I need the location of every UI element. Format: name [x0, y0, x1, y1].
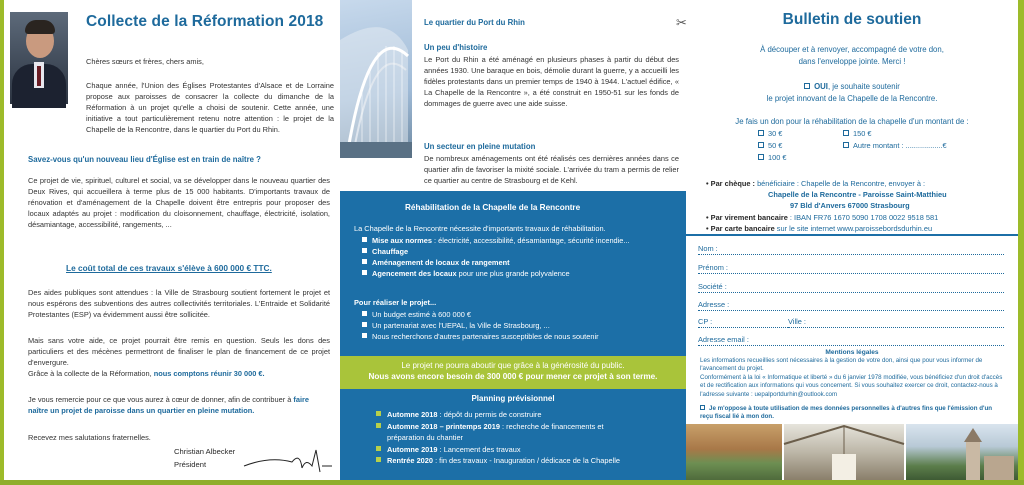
project-panel	[340, 0, 686, 480]
amount-50-checkbox[interactable]	[758, 142, 764, 148]
optout-line[interactable]: Je m'oppose à toute utilisation de mes données personnelles à d'autres fins que l'émission d'un reçu fiscal lié à mon don.	[700, 405, 993, 421]
form-intro-1: À découper et à renvoyer, accompagné de votre don,	[760, 45, 944, 54]
cheque-line: • Par chèque : bénéficiaire : Chapelle de la Rencontre, envoyer à :	[706, 179, 926, 188]
signature-scribble	[240, 446, 336, 476]
planning-item: Automne 2019 : Lancement des travaux	[376, 445, 521, 456]
realise-heading: Pour réaliser le projet...	[354, 298, 437, 307]
rehabilitation-item: Aménagement de locaux de rangement	[362, 258, 510, 269]
amount-30-checkbox[interactable]	[758, 130, 764, 136]
bullet-square-icon	[362, 322, 367, 327]
president-portrait	[10, 12, 68, 104]
card-line: • Par carte bancaire sur le site internet www.paroissebordsdurhin.eu	[706, 224, 933, 233]
rehabilitation-title: Réhabilitation de la Chapelle de la Rencontre	[405, 203, 581, 212]
history-text: Le Port du Rhin a été aménagé en plusieurs phases à partir du début des années 1930. Une baraque en bois, démolie durant la guerre, y a accueilli les fidèles protestants dans un premier temps de 1940 à 1944. L'actuel édifice, « La Chapelle de la Rencontre », a été construit en 1950-51 sur les fonds de dommages de guerre avec une aide suisse.	[424, 55, 679, 108]
chapel-tower-photo	[906, 424, 1018, 480]
closing-line: Recevez mes salutations fraternelles.	[28, 433, 151, 442]
amount-100-checkbox[interactable]	[758, 154, 764, 160]
letter-paragraph-3: Des aides publiques sont attendues : la Ville de Strasbourg soutient fortement le projet et nous espérons des subventions des autres collectivités territoriales. L'Entraide et Solidarité Protestantes (ESP) va évidemment aussi être sollicitée.	[28, 288, 330, 319]
bullet-square-icon	[362, 248, 367, 253]
form-divider	[686, 234, 1018, 236]
name-field[interactable]: Nom :	[698, 244, 1004, 255]
greeting: Chères sœurs et frères, chers amis,	[86, 57, 204, 66]
bullet-square-icon	[376, 423, 381, 428]
mutation-text: De nombreux aménagements ont été réalisés ces dernières années dans ce quartier afin de favoriser la mixité sociale. L'arrivée du tram a permis de relier ce quartier au centre de Strasbourg et de Kehl.	[424, 154, 679, 185]
chapel-interior-photo	[784, 424, 904, 480]
planning-item: Automne 2018 : dépôt du permis de construire	[376, 410, 541, 421]
rehabilitation-intro: La Chapelle de la Rencontre nécessite d'importants travaux de réhabilitation.	[354, 224, 606, 233]
planning-item: préparation du chantier	[387, 433, 464, 442]
letter-paragraph-2: Ce projet de vie, spirituel, culturel et social, va se développer dans le nouveau quartier des Deux Rives, qui accueillera à terme plus de 15 000 habitants. D'importants travaux de rénovation et d'aménagement de la Chapelle doivent être entrepris pour proposer des locaux adaptés au projet : modification du cloisonnement, chauffage, électricité, isolation, désamiantage, accessibilité, rangements, ...	[28, 176, 330, 229]
appeal-line-1: Le projet ne pourra aboutir que grâce à la générosité du public.	[401, 361, 625, 370]
postcode-field[interactable]: CP :	[698, 317, 788, 328]
cheque-address-1: Chapelle de la Rencontre - Paroisse Saint-Matthieu	[768, 190, 947, 199]
firstname-field[interactable]: Prénom :	[698, 263, 1004, 274]
amount-150-checkbox[interactable]	[843, 130, 849, 136]
bullet-square-icon	[362, 237, 367, 242]
letter-paragraph-4: Mais sans votre aide, ce projet pourrait être remis en question. Seuls les dons des particuliers et des mécènes permettront de finaliser le plan de financement de ce projet d'envergure. Grâce à la collecte de la Réformation, nous comptons réunir 30 000 €.	[28, 336, 330, 378]
form-intro-2: dans l'enveloppe jointe. Merci !	[798, 57, 906, 66]
appeal-line-2: Nous avons encore besoin de 300 000 € pour mener ce projet à son terme.	[368, 372, 658, 381]
donation-line: Je fais un don pour la réhabilitation de la chapelle d'un montant de :	[735, 117, 969, 126]
amount-30[interactable]: 30 €	[758, 128, 782, 139]
realise-item: Un budget estimé à 600 000 €	[362, 310, 471, 321]
planning-item: Rentrée 2020 : fin des travaux - Inauguration / dédicace de la Chapelle	[376, 456, 620, 467]
amount-other-checkbox[interactable]	[843, 142, 849, 148]
bullet-square-icon	[362, 311, 367, 316]
email-field[interactable]: Adresse email :	[698, 335, 1004, 346]
support-form-panel	[676, 0, 1018, 480]
rehabilitation-item: Mise aux normes : électricité, accessibilité, désamiantage, sécurité incendie...	[362, 236, 630, 247]
optout-checkbox[interactable]	[700, 405, 705, 410]
amount-50[interactable]: 50 €	[758, 140, 782, 151]
cheque-address-2: 97 Bld d'Anvers 67000 Strasbourg	[790, 201, 910, 210]
mutation-heading: Un secteur en pleine mutation	[424, 142, 536, 151]
planning-title: Planning prévisionnel	[471, 394, 555, 403]
total-cost: Le coût total de ces travaux s'élève à 600 000 € TTC.	[66, 263, 272, 273]
legal-title: Mentions légales	[825, 349, 879, 356]
planning-box	[340, 389, 686, 480]
planning-item: Automne 2018 – printemps 2019 : recherche de financements et	[376, 422, 604, 433]
letter-title: Collecte de la Réformation 2018	[86, 13, 324, 30]
scissors-icon: ✂	[676, 15, 687, 30]
chapel-photos	[686, 424, 1018, 480]
address-field[interactable]: Adresse :	[698, 300, 1004, 311]
realise-item: Nous recherchons d'autres partenaires susceptibles de nous soutenir	[362, 332, 599, 343]
bullet-square-icon	[376, 411, 381, 416]
letter-paragraph-1: Chaque année, l'Union des Églises Protestantes d'Alsace et de Lorraine propose aux paroisses de consacrer la collecte du dimanche de la Réformation à un projet qu'elle a choisi de soutenir. Cette année, une initiative a tout particulièrement retenu notre attention : le projet de la Chapelle de la Rencontre, dans le quartier du Port du Rhin.	[86, 81, 334, 134]
footbridge-photo	[340, 0, 412, 158]
company-field[interactable]: Société :	[698, 282, 1004, 293]
district-heading: Le quartier du Port du Rhin	[424, 18, 525, 27]
history-heading: Un peu d'histoire	[424, 43, 488, 52]
legal-text-2: Conformément à la loi « Informatique et liberté » du 6 janvier 1978 modifiée, vous bénéficiez d'un droit d'accès et de rectification aux informations qui vous concernent. Si vous souhaitez exercer ce droit, contactez-nous à l'adresse suivante : uepalportdurhin@outlook.com	[700, 374, 1003, 398]
transfer-line: • Par virement bancaire : IBAN FR76 1670 5090 1708 0022 9518 581	[706, 213, 939, 222]
rehabilitation-item: Agencement des locaux pour une plus grande polyvalence	[362, 269, 570, 280]
amount-other[interactable]: Autre montant : ..................€	[843, 140, 947, 151]
signatory-name: Christian Albecker	[174, 447, 236, 456]
legal-text-1: Les informations recueillies sont nécessaires à la gestion de votre don, ainsi que pour vous informer de l'avancement du projet.	[700, 357, 983, 373]
right-green-edge	[1018, 0, 1024, 480]
letter-panel	[4, 0, 340, 480]
oui-line[interactable]: OUI, je souhaite soutenir	[686, 81, 1018, 92]
form-title: Bulletin de soutien	[782, 11, 922, 28]
chapel-exterior-photo	[686, 424, 782, 480]
letter-paragraph-5: Je vous remercie pour ce que vous aurez à cœur de donner, afin de contribuer à faire naître un projet de paroisse dans un quartier en pleine mutation.	[28, 395, 310, 415]
appeal-banner	[340, 356, 686, 389]
bullet-square-icon	[362, 333, 367, 338]
bullet-square-icon	[376, 446, 381, 451]
bullet-square-icon	[376, 457, 381, 462]
city-field[interactable]: Ville :	[788, 317, 1004, 328]
signatory-role: Président	[174, 460, 207, 469]
amount-100[interactable]: 100 €	[758, 152, 787, 163]
oui-line-2: le projet innovant de la Chapelle de la Rencontre.	[766, 94, 938, 103]
realise-item: Un partenariat avec l'UEPAL, la Ville de Strasbourg, ...	[362, 321, 550, 332]
bullet-square-icon	[362, 259, 367, 264]
amount-150[interactable]: 150 €	[843, 128, 872, 139]
bullet-square-icon	[362, 270, 367, 275]
rehabilitation-box	[340, 191, 686, 356]
rehabilitation-item: Chauffage	[362, 247, 408, 258]
oui-checkbox[interactable]	[804, 83, 810, 89]
question-heading: Savez-vous qu'un nouveau lieu d'Église est en train de naître ?	[28, 155, 261, 164]
